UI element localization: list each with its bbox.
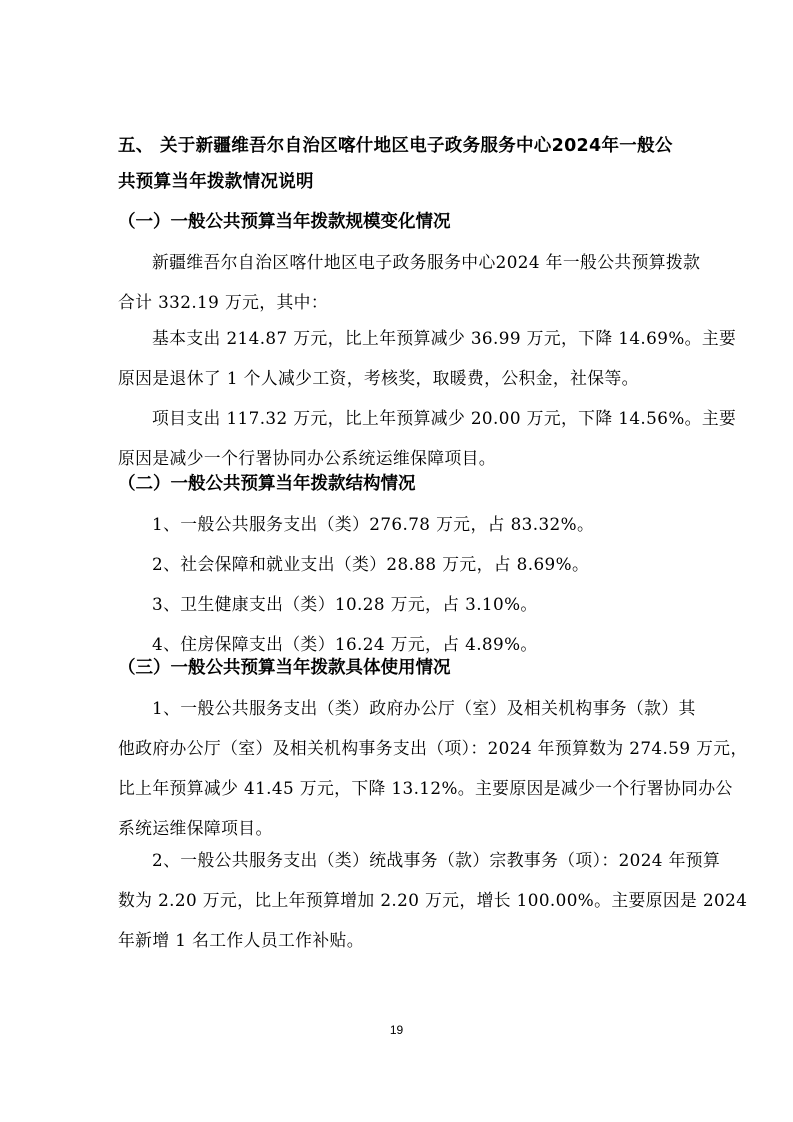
list-item: 2、社会保障和就业支出（类）28.88 万元，占 8.69%。 <box>152 554 590 574</box>
paragraph-usage-2 <box>118 840 748 960</box>
paragraph-line: 数为 2.20 万元，比上年预算增加 2.20 万元，增长 100.00%。主要原因是 2024 <box>118 890 748 910</box>
section-heading <box>118 128 714 200</box>
paragraph-line: 合计 332.19 万元，其中： <box>118 292 329 312</box>
paragraph-line: 2、一般公共服务支出（类）统战事务（款）宗教事务（项）：2024 年预算 <box>152 850 721 870</box>
list-item: 3、卫生健康支出（类）10.28 万元，占 3.10%。 <box>152 594 538 614</box>
list-item: 1、一般公共服务支出（类）276.78 万元，占 83.32%。 <box>152 514 595 534</box>
paragraph-line: 基本支出 214.87 万元，比上年预算减少 36.99 万元，下降 14.69%。主要 <box>152 328 737 348</box>
heading-line-2: 共预算当年拨款情况说明 <box>118 172 314 192</box>
paragraph-total <box>118 242 714 322</box>
list-item: 4、住房保障支出（类）16.24 万元，占 4.89%。 <box>152 634 538 654</box>
paragraph-line: 新疆维吾尔自治区喀什地区电子政务服务中心2024 年一般公共预算拨款 <box>152 252 701 272</box>
subsection-title-1: （一）一般公共预算当年拨款规模变化情况 <box>118 212 451 232</box>
page-number: 19 <box>389 1023 404 1037</box>
paragraph-line: 原因是减少一个行署协同办公系统运维保障项目。 <box>118 448 496 468</box>
paragraph-usage-1 <box>118 688 748 848</box>
paragraph-line: 系统运维保障项目。 <box>118 818 273 838</box>
paragraph-line: 项目支出 117.32 万元，比上年预算减少 20.00 万元，下降 14.56%。主要 <box>152 408 737 428</box>
subsection-title-2: （二）一般公共预算当年拨款结构情况 <box>118 474 416 494</box>
paragraph-basic-expenditure <box>118 318 737 398</box>
paragraph-line: 年新增 1 名工作人员工作补贴。 <box>118 930 364 950</box>
paragraph-line: 他政府办公厅（室）及相关机构事务支出（项）：2024 年预算数为 274.59 万元， <box>118 738 748 758</box>
paragraph-line: 原因是退休了 1 个人减少工资，考核奖，取暖费，公积金，社保等。 <box>118 368 639 388</box>
paragraph-line: 比上年预算减少 41.45 万元，下降 13.12%。主要原因是减少一个行署协同办公 <box>118 778 733 798</box>
paragraph-line: 1、一般公共服务支出（类）政府办公厅（室）及相关机构事务（款）其 <box>152 698 696 718</box>
subsection-title-3: （三）一般公共预算当年拨款具体使用情况 <box>118 658 451 678</box>
heading-line-1: 五、 关于新疆维吾尔自治区喀什地区电子政务服务中心2024年一般公 <box>118 136 673 156</box>
structure-list <box>118 504 714 664</box>
